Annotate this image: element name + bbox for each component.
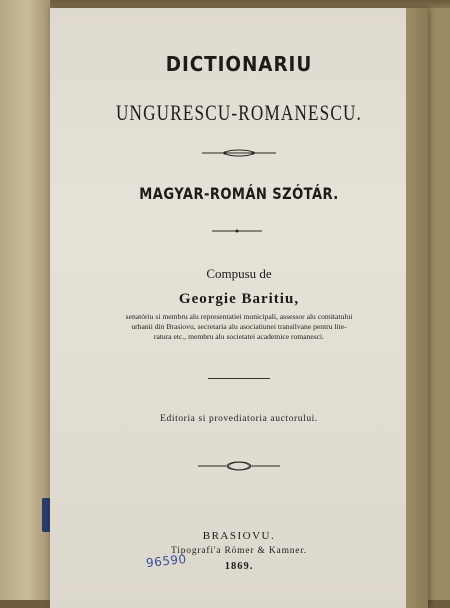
imprint-printer: Tipografi'a Römer & Kamner. [171,546,307,556]
imprint-city: BRASIOVU. [202,530,276,542]
handwritten-annotation: 96590 [145,551,188,571]
book-subtitle: UNGURESCU-ROMANESCU. [115,100,363,125]
imprint-year: 1869. [224,561,254,572]
author-name: Georgie Baritiu, [178,291,300,307]
short-rule [208,378,270,379]
page-stack-top-edge [0,0,450,8]
ornament-divider-1 [50,148,428,158]
compiled-by-label: Compusu de [206,266,272,281]
book-title: DICTIONARIU [165,52,313,76]
page-stack-right-edge [406,8,428,608]
ornament-divider-3 [50,460,428,472]
editor-note: Editoria si provediatoria auctorului. [160,414,318,424]
hungarian-title: MAGYAR-ROMÁN SZÓTÁR. [139,184,339,203]
author-description-line: ratura etc., membru alu societatei academice romanesci. [153,332,325,341]
author-description-line: urbanii din Brasiovu, secretaria alu asociatiunei transilvane pentru lite- [131,322,347,331]
ornament-divider-2 [50,228,428,234]
title-page [50,8,428,608]
author-description-line: senatóriu si membru alu representatiei municipali, assessor alu comitatului [125,312,353,321]
author-description [50,312,428,342]
